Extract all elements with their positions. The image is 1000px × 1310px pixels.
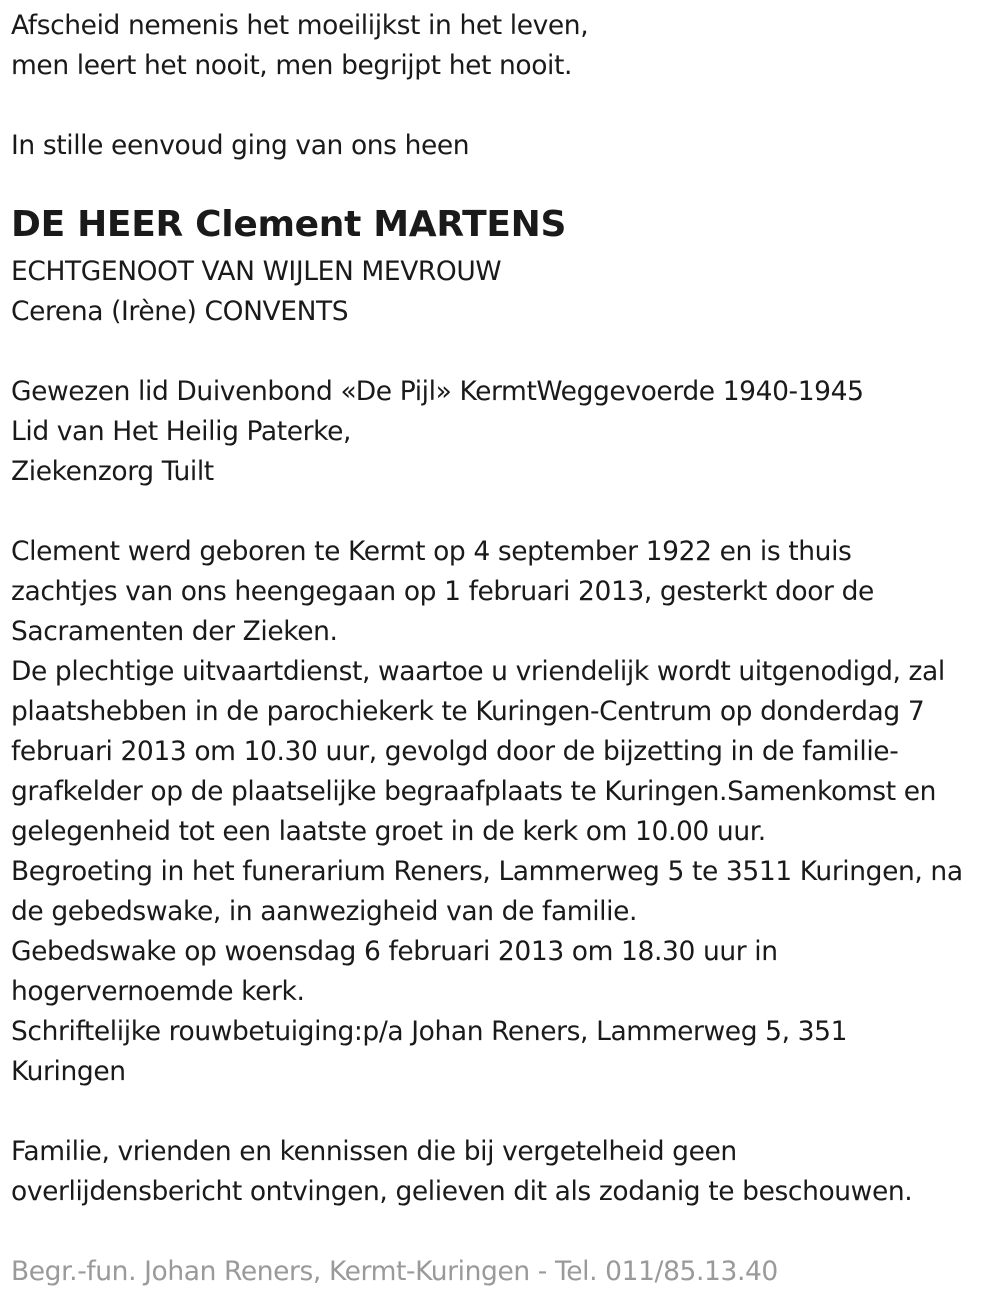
verse-line-1: Afscheid nemenis het moeilijkst in het leven, (11, 10, 589, 41)
body-line: Sacramenten der Zieken. (11, 616, 338, 647)
body-line: grafkelder op de plaatselijke begraafplaats te Kuringen.Samenkomst en (11, 776, 937, 807)
obituary-notice (11, 6, 996, 1292)
closing-line: overlijdensbericht ontvingen, gelieven dit als zodanig te beschouwen. (11, 1176, 913, 1207)
spacer (11, 1212, 996, 1252)
announcement: In stille eenvoud ging van ons heen (11, 130, 470, 161)
body-line: Schriftelijke rouwbetuiging:p/a Johan Reners, Lammerweg 5, 351 (11, 1016, 848, 1047)
spouse-line-1: ECHTGENOOT VAN WIJLEN MEVROUW (11, 256, 502, 287)
spacer (11, 166, 996, 193)
spacer (11, 86, 996, 126)
membership-line: Ziekenzorg Tuilt (11, 456, 214, 487)
spacer (11, 332, 996, 372)
body-line: Gebedswake op woensdag 6 februari 2013 om 18.30 uur in (11, 936, 778, 967)
body-line: februari 2013 om 10.30 uur, gevolgd door de bijzetting in de familie- (11, 736, 899, 767)
body-line: de gebedswake, in aanwezigheid van de familie. (11, 896, 638, 927)
body-line: Kuringen (11, 1056, 126, 1087)
body-line: De plechtige uitvaartdienst, waartoe u vriendelijk wordt uitgenodigd, zal (11, 656, 945, 687)
body-line: hogervernoemde kerk. (11, 976, 305, 1007)
verse-line-2: men leert het nooit, men begrijpt het nooit. (11, 50, 573, 81)
deceased-name: DE HEER Clement MARTENS (11, 204, 567, 245)
spacer (11, 1092, 996, 1132)
spacer (11, 492, 996, 532)
closing-line: Familie, vrienden en kennissen die bij vergetelheid geen (11, 1136, 737, 1167)
spouse-line-2: Cerena (Irène) CONVENTS (11, 296, 349, 327)
membership-line: Gewezen lid Duivenbond «De Pijl» KermtWeggevoerde 1940-1945 (11, 376, 864, 407)
body-line: Clement werd geboren te Kermt op 4 september 1922 en is thuis (11, 536, 852, 567)
membership-line: Lid van Het Heilig Paterke, (11, 416, 352, 447)
body-line: plaatshebben in de parochiekerk te Kuringen-Centrum op donderdag 7 (11, 696, 925, 727)
body-line: gelegenheid tot een laatste groet in de kerk om 10.00 uur. (11, 816, 766, 847)
body-line: Begroeting in het funerarium Reners, Lammerweg 5 te 3511 Kuringen, na (11, 856, 963, 887)
body-line: zachtjes van ons heengegaan op 1 februari 2013, gesterkt door de (11, 576, 874, 607)
funeral-home-footer: Begr.-fun. Johan Reners, Kermt-Kuringen - Tel. 011/85.13.40 (11, 1256, 778, 1287)
